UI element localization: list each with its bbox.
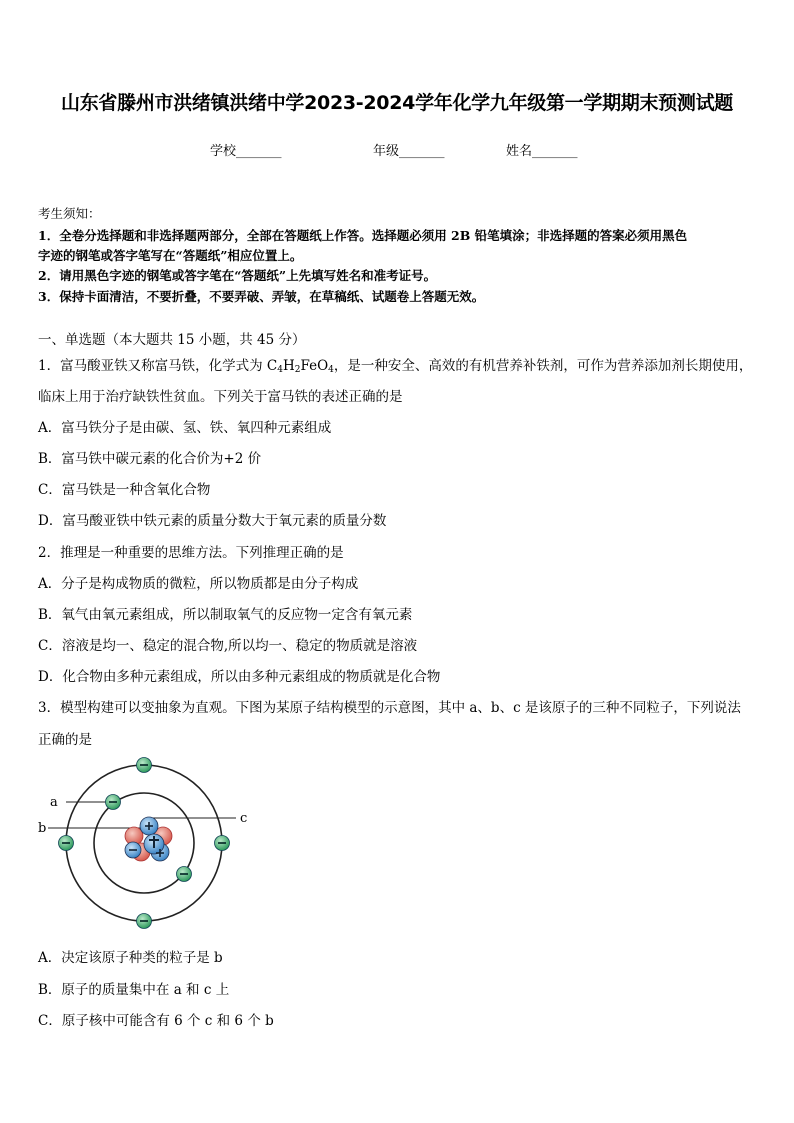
notice-item-1-cont: 字迹的钢笔或答字笔写在“答题纸”相应位置上。	[38, 248, 303, 263]
nucleus	[125, 817, 172, 861]
q1-option-a[interactable]: A．富马铁分子是由碳、氢、铁、氧四种元素组成	[38, 420, 332, 436]
q1-option-c[interactable]: C．富马铁是一种含氧化合物	[38, 482, 211, 498]
q3-option-a[interactable]: A．决定该原子种类的粒子是 b	[38, 950, 223, 966]
notice-heading: 考生须知：	[38, 206, 101, 221]
question-2-stem: 2．推理是一种重要的思维方法。下列推理正确的是	[38, 545, 344, 561]
notice-item-2: 2．请用黑色字迹的钢笔或答字笔在“答题纸”上先填写姓名和准考证号。	[38, 268, 437, 283]
grade-field: 年级_______	[373, 144, 445, 159]
label-b: b	[38, 821, 47, 836]
question-3-stem: 3．模型构建可以变抽象为直观。下图为某原子结构模型的示意图，其中 a、b、c 是该原子的三种不同粒子，下列说法	[38, 700, 741, 716]
notice-item-3: 3．保持卡面清洁，不要折叠，不要弄破、弄皱，在草稿纸、试题卷上答题无效。	[38, 289, 485, 304]
q2-option-a[interactable]: A．分子是构成物质的微粒，所以物质都是由分子构成	[38, 576, 359, 592]
question-1-stem-cont: 临床上用于治疗缺铁性贫血。下列关于富马铁的表述正确的是	[38, 389, 403, 405]
q3-option-c[interactable]: C．原子核中可能含有 6 个 c 和 6 个 b	[38, 1013, 274, 1029]
label-a: a	[50, 795, 58, 810]
question-1-stem: 1．富马酸亚铁又称富马铁，化学式为 $C_4H_2FeO_4$，是一种安全、高效的有机营养补铁剂，可作为营养添加剂长期使用，	[38, 358, 753, 375]
notice-item-1: 1．全卷分选择题和非选择题两部分，全部在答题纸上作答。选择题必须用 2B 铅笔填涂；非选择题的答案必须用黑色	[38, 228, 688, 243]
atom-model-diagram	[30, 752, 260, 937]
section-heading: 一、单选题（本大题共 15 小题，共 45 分）	[38, 332, 306, 348]
question-3-stem-cont: 正确的是	[38, 732, 92, 748]
q2-option-d[interactable]: D．化合物由多种元素组成，所以由多种元素组成的物质就是化合物	[38, 669, 441, 685]
q3-option-b[interactable]: B．原子的质量集中在 a 和 c 上	[38, 982, 230, 998]
q1-option-d[interactable]: D．富马酸亚铁中铁元素的质量分数大于氧元素的质量分数	[38, 513, 387, 529]
label-c: c	[240, 811, 248, 826]
name-field: 姓名_______	[506, 144, 578, 159]
q2-option-c[interactable]: C．溶液是均一、稳定的混合物,所以均一、稳定的物质就是溶液	[38, 638, 418, 654]
school-field: 学校_______	[210, 144, 282, 159]
q2-option-b[interactable]: B．氧气由氧元素组成，所以制取氧气的反应物一定含有氧元素	[38, 607, 413, 623]
page-title: 山东省滕州市洪绪镇洪绪中学2023-2024学年化学九年级第一学期期末预测试题	[61, 92, 733, 114]
q1-option-b[interactable]: B．富马铁中碳元素的化合价为+2 价	[38, 451, 262, 467]
